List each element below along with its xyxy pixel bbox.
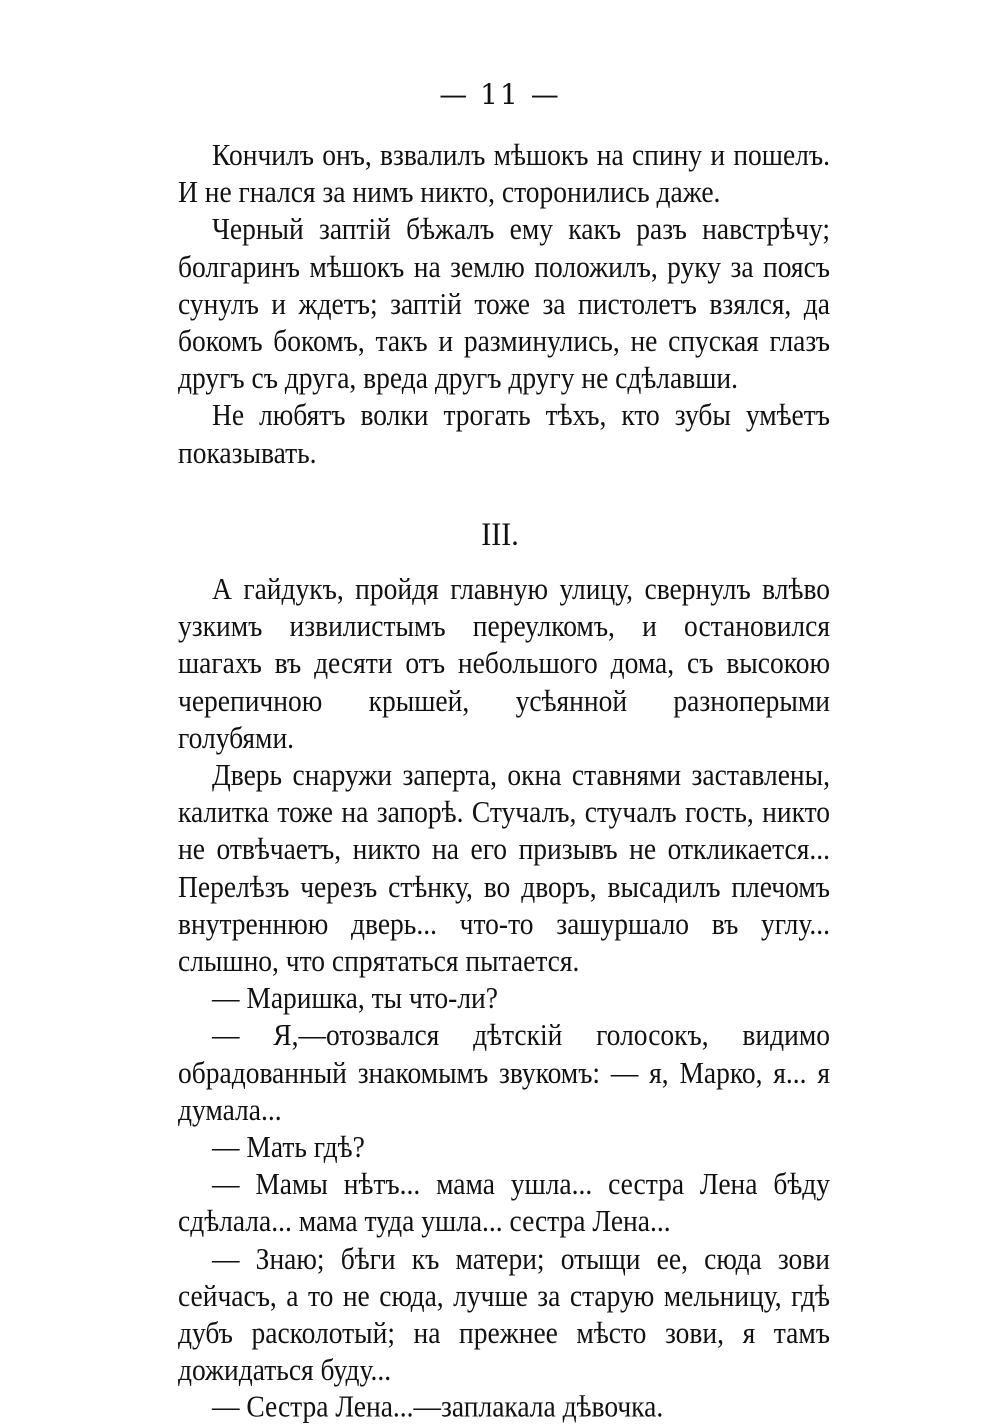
section-heading: III. (481, 516, 519, 553)
paragraph: А гайдукъ, пройдя главную улицу, свернулъ влѣво узкимъ извилистымъ переулкомъ, и остановился шагахъ въ десяти отъ небольшого дома, съ высокою черепичною крышей, усѣянной разноперыми голубями. (178, 571, 830, 755)
dialogue-line: — Мать гдѣ? (212, 1128, 365, 1164)
text-after-section (178, 570, 830, 1425)
paragraph: Не любятъ волки трогать тѣхъ, кто зубы умѣетъ показывать. (178, 397, 830, 470)
paragraph: Черный заптій бѣжалъ ему какъ разъ навстрѣчу; болгаринъ мѣшокъ на землю положилъ, руку за поясъ сунулъ и ждетъ; заптій тоже за пистолетъ взялся, да бокомъ бокомъ, такъ и разминулись, не спуская глазъ другъ съ друга, вреда другъ другу не сдѣлавши. (178, 211, 830, 395)
paragraph: Дверь снаружи заперта, окна ставнями заставлены, калитка тоже на запорѣ. Стучалъ, стучалъ гость, никто не отвѣчаетъ, никто на его призывъ не откликается... Перелѣзъ черезъ стѣнку, во дворъ, высадилъ плечомъ внутреннюю дверь... что-то зашуршало въ углу... слышно, что спрятаться пытается. (178, 757, 830, 978)
dialogue-line: — Мамы нѣтъ... мама ушла... сестра Лена бѣду сдѣлала... мама туда ушла... сестра Лена... (178, 1166, 830, 1239)
paragraph: Кончилъ онъ, взвалилъ мѣшокъ на спину и пошелъ. И не гнался за нимъ никто, сторонились даже. (178, 137, 830, 210)
dialogue-line: — Сестра Лена...—заплакала дѣвочка. (212, 1389, 664, 1424)
dialogue-line: — Маришка, ты что-ли? (212, 980, 498, 1015)
text-before-section (178, 136, 830, 471)
dialogue-line: — Я,—отозвался дѣтскій голосокъ, видимо обрадованный знакомымъ звукомъ: — я, Марко, я... я думала... (178, 1017, 830, 1127)
page-number: — 11 — (439, 78, 561, 111)
dialogue-line: — Знаю; бѣги къ матери; отыщи ее, сюда зови сейчасъ, а то не сюда, лучше за старую мельницу, гдѣ дубъ расколотый; на прежнее мѣсто зови, я тамъ дожидаться буду... (178, 1240, 830, 1387)
